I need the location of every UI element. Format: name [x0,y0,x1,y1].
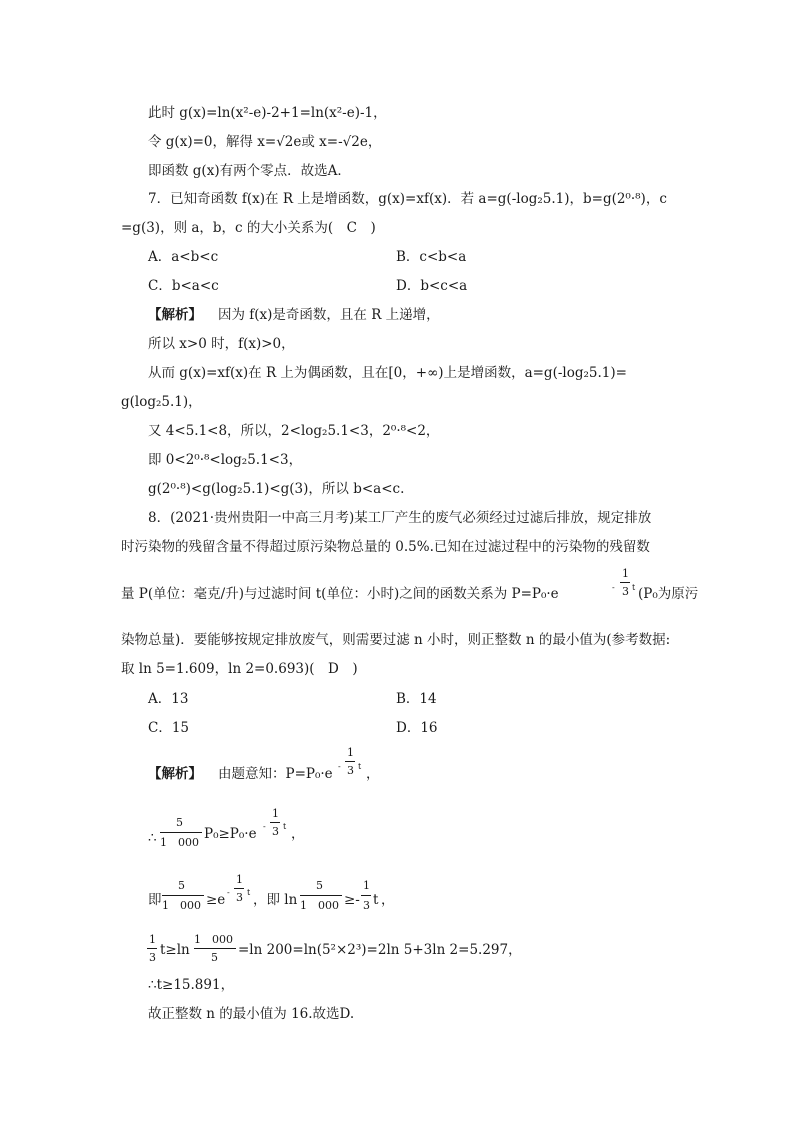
fraction-numerator: 5 [316,879,323,892]
fraction-denominator: 3 [149,951,156,964]
text-line: P₀≥P₀·e [204,826,257,842]
text-line: 令 g(x)=0，解得 x=√2e或 x=-√2e， [148,134,382,150]
fraction-denominator: 3 [347,764,354,777]
fraction-denominator: 3 [622,585,629,598]
text-line: g(log₂5.1)， [121,394,202,410]
text-line: 所以 x>0 时，f(x)>0， [148,336,295,352]
text-line: 此时 g(x)=ln(x²-e)-2+1=ln(x²-e)-1， [148,105,387,121]
fraction-bar [234,888,244,889]
fraction-denominator: 5 [211,951,218,964]
fraction-bar [620,582,630,583]
text-line: 即 [148,892,162,908]
question-8-formula-line: 量 P(单位：毫克/升)与过滤时间 t(单位：小时)之间的函数关系为 P=P₀·e [121,586,559,602]
fraction-bar [345,761,355,762]
fraction-bar [194,948,236,949]
option-c: C．15 [148,720,190,736]
question-8-stem-cont: 时污染物的残留含量不得超过原污染物总量的 0.5%.已知在过滤过程中的污染物的残留数 [121,539,650,555]
fraction-denominator: 1 000 [300,899,339,912]
text-line: ， [291,826,305,842]
exponent-t: t [283,822,287,831]
option-c: C．b<a<c [148,278,219,294]
solution-tag: 【解析】 [148,307,202,323]
exponent-minus: - [227,888,230,897]
question-8-stem: 8．(2021·贵州贵阳一中高三月考)某工厂产生的废气必须经过过滤后排放，规定排放 [148,510,652,526]
exponent-t: t [632,583,636,592]
fraction-numerator: 5 [176,816,183,829]
exponent-minus: - [263,822,266,831]
option-a: A．13 [148,691,189,707]
text-line: ，即 ln [253,892,298,908]
text-line: ≥- [344,892,360,908]
fraction-bar [147,948,157,949]
fraction-denominator: 1 000 [162,899,201,912]
text-line: g(2⁰·⁸)<g(log₂5.1)<g(3)，所以 b<a<c. [148,481,405,497]
exponent-t: t [247,888,251,897]
fraction-numerator: 1 [347,746,354,759]
option-d: D．16 [396,720,438,736]
question-7-stem: 7．已知奇函数 f(x)在 R 上是增函数，g(x)=xf(x)．若 a=g(-log₂5.1)，b=g(2⁰·⁸)，c [148,191,667,207]
text-line: t [373,892,379,908]
fraction-bar [160,832,202,833]
question-7-stem-cont: =g(3)，则 a，b，c 的大小关系为( C ) [121,220,376,236]
option-b: B．14 [396,691,437,707]
text-line: 取 ln 5=1.609，ln 2=0.693)( D ) [121,661,358,677]
fraction-bar [162,895,204,896]
exponent-t: t [358,762,362,771]
option-d: D．b<c<a [396,278,468,294]
fraction-denominator: 1 000 [160,836,199,849]
option-b: B．c<b<a [396,249,467,265]
text-line: ≥e [206,892,226,908]
fraction-numerator: 1 [622,567,629,580]
fraction-denominator: 3 [236,891,243,904]
fraction-numerator: 1 [236,873,243,886]
text-line: 染物总量)．要能够按规定排放废气，则需要过滤 n 小时，则正整数 n 的最小值为(参考数据: [121,632,671,648]
text-line: ， [381,892,395,908]
text-line: 即函数 g(x)有两个零点．故选A． [148,163,351,179]
option-a: A．a<b<c [148,249,219,265]
text-line: 又 4<5.1<8，所以，2<log₂5.1<3，2⁰·⁸<2， [148,423,440,439]
fraction-bar [361,895,371,896]
fraction-numerator: 1 [149,933,156,946]
text-line: 因为 f(x)是奇函数，且在 R 上递增， [218,307,440,323]
solution-tag: 【解析】 [148,766,202,782]
text-line: 故正整数 n 的最小值为 16.故选D. [148,1006,355,1022]
text-line: ∴t≥15.891， [148,977,235,993]
fraction-denominator: 3 [272,825,279,838]
exponent-minus: - [612,583,615,592]
exponent-minus: - [338,762,341,771]
text-line: ， [366,766,380,782]
fraction-bar [300,895,342,896]
fraction-numerator: 1 [272,807,279,820]
fraction-numerator: 1 000 [194,933,233,946]
fraction-denominator: 3 [363,899,370,912]
text-line: 从而 g(x)=xf(x)在 R 上为偶函数，且在[0，+∞)上是增函数，a=g(-log₂5.1)= [148,365,627,381]
fraction-bar [270,822,280,823]
text-line: 即 0<2⁰·⁸<log₂5.1<3， [148,452,303,468]
text-line: t≥ln [160,942,190,958]
fraction-numerator: 1 [363,879,370,892]
text-line: 由题意知：P=P₀·e [218,766,333,782]
text-line: =ln 200=ln(5²×2³)=2ln 5+3ln 2=5.297， [238,942,522,958]
therefore-symbol: ∴ [148,830,157,846]
fraction-numerator: 5 [178,879,185,892]
text-line: (P₀为原污 [638,586,699,602]
